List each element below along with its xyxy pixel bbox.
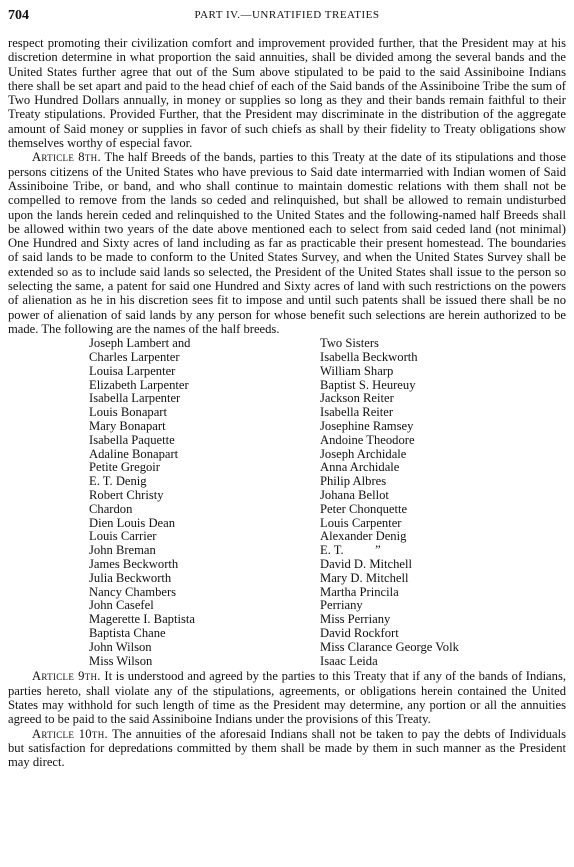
name-entry: Jackson Reiter — [320, 391, 394, 406]
name-entry: E. T. ” — [320, 543, 381, 558]
name-entry: Peter Chonquette — [320, 501, 408, 516]
name-entry: Martha Princila — [320, 584, 399, 599]
name-entry: James Beckworth — [89, 556, 179, 571]
article-8-label: Article 8th. — [32, 150, 101, 165]
name-entry: Joseph Archidale — [320, 446, 407, 461]
name-entry: John Casefel — [89, 598, 154, 613]
name-entry: Petite Gregoir — [89, 460, 160, 475]
name-entry: Johana Bellot — [320, 488, 389, 502]
name-entry: Louis Carpenter — [320, 515, 402, 530]
article-10-label: Article 10th. — [32, 726, 108, 741]
page-number: 704 — [8, 8, 29, 23]
name-entry: Mary Bonapart — [89, 419, 166, 434]
name-entry: Isabella Beckworth — [320, 350, 418, 365]
name-entry: Nancy Chambers — [89, 584, 177, 599]
running-head: PART IV.—UNRATIFIED TREATIES — [194, 9, 380, 21]
half-breed-names-list — [89, 337, 489, 668]
name-entry: Anna Archidale — [320, 460, 400, 475]
name-entry: Mary D. Mitchell — [320, 570, 409, 585]
name-entry: Robert Christy — [89, 488, 164, 502]
name-entry: Charles Larpenter — [89, 350, 180, 365]
name-entry: David D. Mitchell — [320, 556, 412, 571]
name-entry: E. T. Denig — [89, 474, 147, 489]
article-9-text: It is understood and agreed by the parties to this Treaty that if any of the bands of Indians, parties hereto, shall violate any of the stipulations, agreements, or obligations herein contained the United States may withhold for such length of time as the President may determine, any portion or all the annuities agreed to be paid to the said Assiniboine Indians under the provisions of this Treaty. — [8, 669, 566, 727]
name-entry: Alexander Denig — [320, 529, 407, 544]
paragraph-continuation: respect promoting their civilization comfort and improvement provided further, that the President may at his discretion determine in what proportion the said annuities, shall be divided among the several bands and the United States further agree that out of the Sum above stipulated to be paid to the said Assiniboine Indians there shall be set apart and paid to the head chief of each of the Said bands of the Assiniboine Tribe the sum of Two Hundred Dollars annually, in money or supplies so long as they and their bands remain faithful to their Treaty stipulations. Provided Further, that the President may discriminate in the distribution of the aggregate amount of Said money or supplies in favor of such chiefs as shall by their fidelity to Treaty obligations show themselves worthy of especial favor. — [8, 36, 566, 151]
name-entry: Andoine Theodore — [320, 432, 415, 447]
name-entry: Miss Perriany — [320, 612, 391, 627]
name-entry: Louisa Larpenter — [89, 363, 176, 378]
name-entry: Isabella Reiter — [320, 405, 394, 420]
name-entry: Chardon — [89, 501, 133, 516]
names-column-right — [320, 337, 489, 668]
names-column-left — [89, 337, 320, 668]
name-entry: Adaline Bonapart — [89, 446, 179, 461]
name-entry: Baptist S. Heureuy — [320, 377, 416, 392]
name-entry: Louis Carrier — [89, 529, 157, 544]
name-entry: Philip Albres — [320, 474, 387, 489]
article-9-label: Article 9th. — [32, 669, 101, 684]
article-10-text: The annuities of the aforesaid Indians shall not be taken to pay the debts of Individuals but satisfaction for depredations committed by them shall be made by them in such manner as the President may direct. — [8, 726, 567, 770]
name-entry: Dien Louis Dean — [89, 515, 176, 530]
name-entry: William Sharp — [320, 363, 394, 378]
name-entry: Two Sisters — [320, 336, 379, 351]
article-8-text: The half Breeds of the bands, parties to this Treaty at the date of its stipulations and those persons citizens of the United States who have previous to Said date intermarried with Indian women of Said Assiniboine Tribe, or band, and who shall continue to maintain domestic relations with them shall not be compelled to remove from the lands so ceded and relinquished, but shall be allowed to remain undisturbed upon the lands herein ceded and relinquished to the United States and the following-named half Breeds shall be allowed within two years of the date above mentioned each to select from said ceded land (not minimal) One Hundred and Sixty acres of land including as far as practicable their present homestead. The boundaries of said lands to be made to conform to the United States Survey, and when the United States Survey shall be extended so as to include said lands so selected, the President of the United States shall issue to the person so selecting the same, a patent for said one Hundred and Sixty acres of land with such restrictions on the powers of alienation as he in his discretion sees fit to impose and until such patents shall be issued there shall be no power of alienation of said lands by any person for whose benefit such selections are herein authorized to be made. The following are the names of the half breeds. — [8, 150, 566, 336]
name-entry: Louis Bonapart — [89, 405, 167, 420]
name-entry: Perriany — [320, 598, 363, 613]
name-entry: David Rockfort — [320, 625, 399, 640]
name-entry: Miss Clarance George Volk — [320, 639, 459, 654]
name-entry: Miss Wilson — [89, 653, 153, 668]
name-entry: Josephine Ramsey — [320, 419, 414, 434]
paragraph-article-10 — [8, 727, 566, 770]
name-entry: John Breman — [89, 543, 156, 558]
name-entry: John Wilson — [89, 639, 152, 654]
name-entry: Isabella Larpenter — [89, 391, 181, 406]
name-entry: Magerette I. Baptista — [89, 612, 195, 627]
name-entry: Joseph Lambert and — [89, 336, 191, 351]
name-entry: Julia Beckworth — [89, 570, 172, 585]
name-entry: Isaac Leida — [320, 653, 378, 668]
paragraph-article-9 — [8, 669, 566, 726]
page-header — [8, 6, 566, 28]
name-entry: Elizabeth Larpenter — [89, 377, 189, 392]
name-entry: Isabella Paquette — [89, 432, 175, 447]
document-body — [8, 36, 566, 769]
paragraph-article-8 — [8, 150, 566, 336]
name-entry: Baptista Chane — [89, 625, 166, 640]
